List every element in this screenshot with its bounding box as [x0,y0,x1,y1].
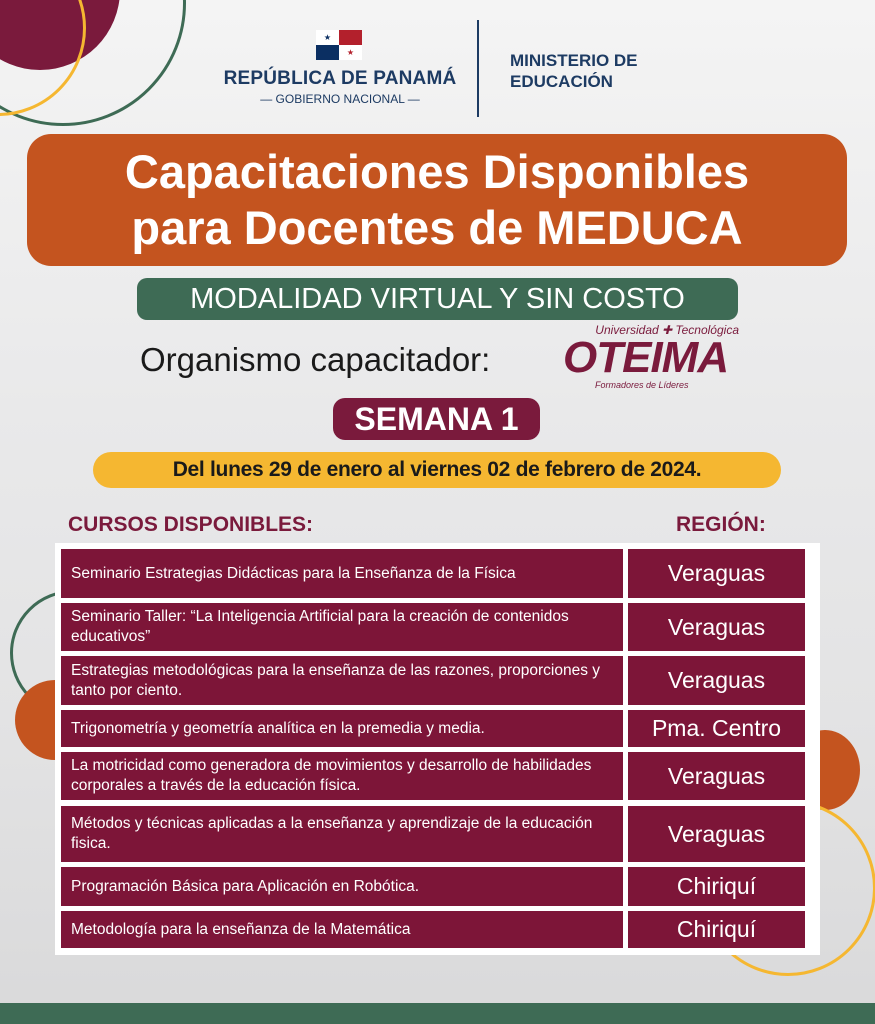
logo-tagline: Formadores de Líderes [595,380,689,390]
courses-table [55,543,820,955]
modality-badge: MODALIDAD VIRTUAL Y SIN COSTO [137,278,738,320]
ministry-line: MINISTERIO DE [510,51,638,70]
date-range: Del lunes 29 de enero al viernes 02 de febrero de 2024. [93,452,781,488]
region-cell: Veraguas [628,752,805,800]
course-cell: Seminario Estrategias Didácticas para la Enseñanza de la Física [61,549,623,598]
oteima-logo [563,324,741,392]
course-header: CURSOS DISPONIBLES: [68,513,314,536]
ministry-line: EDUCACIÓN [510,72,613,91]
table-row [61,549,815,598]
panama-flag-icon: ★ ★ [316,30,362,60]
region-cell: Veraguas [628,656,805,705]
region-header: REGIÓN: [676,513,766,536]
course-cell: Programación Básica para Aplicación en Robótica. [61,867,623,906]
government-label: — GOBIERNO NACIONAL — [260,92,420,106]
table-row [61,806,815,862]
page-title [27,134,847,266]
title-line: Capacitaciones Disponibles [124,145,750,198]
logo-name: OTEIMA [563,333,729,382]
course-cell: Métodos y técnicas aplicadas a la enseñanza y aprendizaje de la educación fisica. [61,806,623,862]
region-cell: Pma. Centro [628,710,805,747]
course-cell: La motricidad como generadora de movimientos y desarrollo de habilidades corporales a través de la educación física. [61,752,623,800]
ministry-name [510,50,638,92]
government-logo [220,68,460,106]
course-cell: Seminario Taller: “La Inteligencia Artificial para la creación de contenidos educativos” [61,603,623,651]
region-cell: Chiriquí [628,867,805,906]
course-cell: Trigonometría y geometría analítica en la premedia y media. [61,710,623,747]
course-cell: Estrategias metodológicas para la enseñanza de las razones, proporciones y tanto por ciento. [61,656,623,705]
table-row [61,752,815,800]
divider [477,20,479,117]
course-cell: Metodología para la enseñanza de la Matemática [61,911,623,948]
table-row [61,911,815,948]
country-name: REPÚBLICA DE PANAMÁ [223,68,457,89]
region-cell: Chiriquí [628,911,805,948]
logo-top: Universidad ✚ Tecnológica [595,323,739,337]
table-row [61,867,815,906]
region-cell: Veraguas [628,549,805,598]
region-cell: Veraguas [628,806,805,862]
organizer-label: Organismo capacitador: [140,341,491,378]
title-line: para Docentes de MEDUCA [131,201,743,254]
table-row [61,710,815,747]
footer-strip [0,1003,875,1024]
week-badge: SEMANA 1 [333,398,540,440]
table-row [61,656,815,705]
table-row [61,603,815,651]
region-cell: Veraguas [628,603,805,651]
